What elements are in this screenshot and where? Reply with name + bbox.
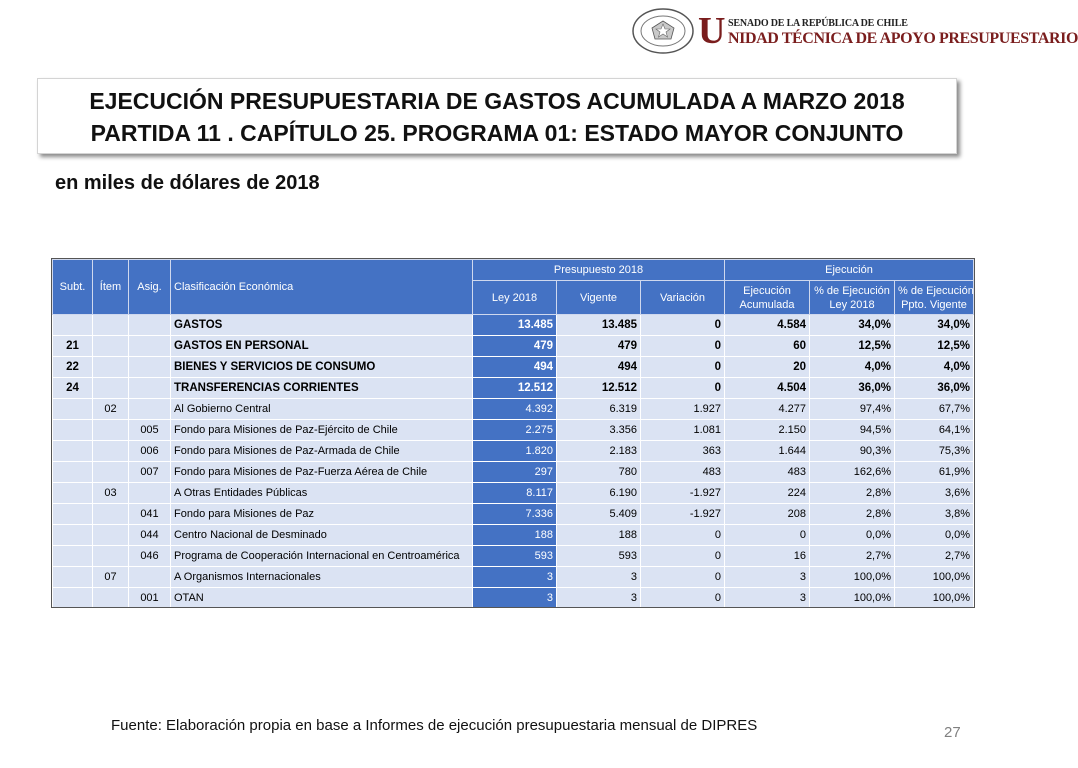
cell-subt	[53, 315, 93, 336]
cell-subt	[53, 546, 93, 567]
cell-name: Fondo para Misiones de Paz-Armada de Chile	[171, 441, 473, 462]
cell-name: Fondo para Misiones de Paz-Ejército de Chile	[171, 420, 473, 441]
cell-variacion: 0	[641, 378, 725, 399]
col-header-pct-vigente-l2: Ppto. Vigente	[901, 298, 967, 311]
cell-ley: 7.336	[473, 504, 557, 525]
cell-name: Al Gobierno Central	[171, 399, 473, 420]
cell-subt	[53, 399, 93, 420]
cell-pct-ley: 2,8%	[810, 504, 895, 525]
cell-vigente: 3.356	[557, 420, 641, 441]
cell-variacion: 0	[641, 336, 725, 357]
table-row	[53, 525, 974, 546]
cell-variacion: 363	[641, 441, 725, 462]
cell-pct-vig: 67,7%	[895, 399, 974, 420]
cell-variacion: 0	[641, 357, 725, 378]
cell-ejecucion: 2.150	[725, 420, 810, 441]
cell-subt: 24	[53, 378, 93, 399]
cell-variacion: 1.927	[641, 399, 725, 420]
col-header-clasificacion: Clasificación Económica	[171, 260, 473, 315]
cell-asig	[129, 483, 171, 504]
cell-ley: 2.275	[473, 420, 557, 441]
cell-vigente: 3	[557, 588, 641, 609]
col-header-asig: Asig.	[129, 260, 171, 315]
cell-ejecucion: 1.644	[725, 441, 810, 462]
col-header-ejec-acumulada-l1: Ejecución	[743, 284, 791, 297]
cell-subt	[53, 504, 93, 525]
col-header-pct-vigente	[895, 281, 974, 315]
cell-asig	[129, 399, 171, 420]
cell-asig	[129, 567, 171, 588]
table-row	[53, 315, 974, 336]
cell-subt	[53, 483, 93, 504]
cell-vigente: 2.183	[557, 441, 641, 462]
cell-vigente: 6.319	[557, 399, 641, 420]
cell-vigente: 3	[557, 567, 641, 588]
cell-pct-ley: 4,0%	[810, 357, 895, 378]
cell-pct-ley: 90,3%	[810, 441, 895, 462]
cell-ley: 188	[473, 525, 557, 546]
cell-vigente: 6.190	[557, 483, 641, 504]
cell-ley: 479	[473, 336, 557, 357]
cell-name: TRANSFERENCIAS CORRIENTES	[171, 378, 473, 399]
cell-pct-vig: 0,0%	[895, 525, 974, 546]
cell-asig	[129, 336, 171, 357]
col-header-item: Ítem	[93, 260, 129, 315]
cell-variacion: -1.927	[641, 504, 725, 525]
col-header-pct-ley-l2: Ley 2018	[829, 298, 875, 311]
cell-ejecucion: 3	[725, 588, 810, 609]
table-row	[53, 399, 974, 420]
group-header-ejecucion: Ejecución	[725, 260, 974, 281]
cell-subt: 21	[53, 336, 93, 357]
cell-name: OTAN	[171, 588, 473, 609]
cell-pct-vig: 36,0%	[895, 378, 974, 399]
cell-pct-ley: 97,4%	[810, 399, 895, 420]
cell-asig	[129, 315, 171, 336]
senate-seal-icon	[632, 8, 694, 54]
cell-pct-ley: 94,5%	[810, 420, 895, 441]
cell-pct-ley: 0,0%	[810, 525, 895, 546]
cell-item	[93, 420, 129, 441]
cell-pct-ley: 36,0%	[810, 378, 895, 399]
cell-asig	[129, 378, 171, 399]
cell-subt	[53, 525, 93, 546]
cell-asig: 001	[129, 588, 171, 609]
cell-ejecucion: 20	[725, 357, 810, 378]
cell-ejecucion: 4.277	[725, 399, 810, 420]
cell-pct-vig: 75,3%	[895, 441, 974, 462]
col-header-variacion: Variación	[641, 281, 725, 315]
cell-subt	[53, 588, 93, 609]
cell-subt	[53, 441, 93, 462]
cell-asig	[129, 357, 171, 378]
cell-asig: 046	[129, 546, 171, 567]
cell-pct-ley: 2,7%	[810, 546, 895, 567]
cell-variacion: 0	[641, 567, 725, 588]
col-header-ejec-acumulada	[725, 281, 810, 315]
logo-initial: U	[698, 10, 726, 52]
cell-ley: 494	[473, 357, 557, 378]
cell-item: 02	[93, 399, 129, 420]
cell-ley: 1.820	[473, 441, 557, 462]
cell-pct-vig: 100,0%	[895, 567, 974, 588]
cell-item: 03	[93, 483, 129, 504]
cell-item	[93, 546, 129, 567]
cell-ejecucion: 4.584	[725, 315, 810, 336]
slide-title-line-1: EJECUCIÓN PRESUPUESTARIA DE GASTOS ACUMULADA A MARZO 2018	[89, 88, 905, 114]
cell-pct-vig: 2,7%	[895, 546, 974, 567]
logo-senate-name: SENADO DE LA REPÚBLICA DE CHILE	[728, 18, 908, 29]
cell-name: A Otras Entidades Públicas	[171, 483, 473, 504]
cell-pct-vig: 12,5%	[895, 336, 974, 357]
cell-vigente: 780	[557, 462, 641, 483]
cell-vigente: 12.512	[557, 378, 641, 399]
cell-ley: 4.392	[473, 399, 557, 420]
cell-name: Centro Nacional de Desminado	[171, 525, 473, 546]
cell-ejecucion: 224	[725, 483, 810, 504]
col-header-pct-vigente-l1: % de Ejecución	[898, 284, 974, 297]
table-row	[53, 378, 974, 399]
units-subtitle: en miles de dólares de 2018	[55, 172, 320, 194]
cell-vigente: 494	[557, 357, 641, 378]
page-number: 27	[944, 724, 961, 741]
table-row	[53, 462, 974, 483]
cell-pct-vig: 4,0%	[895, 357, 974, 378]
cell-ejecucion: 60	[725, 336, 810, 357]
cell-vigente: 479	[557, 336, 641, 357]
cell-ejecucion: 208	[725, 504, 810, 525]
cell-pct-vig: 34,0%	[895, 315, 974, 336]
cell-pct-ley: 12,5%	[810, 336, 895, 357]
cell-pct-ley: 2,8%	[810, 483, 895, 504]
senate-logo	[632, 8, 1078, 58]
cell-subt	[53, 567, 93, 588]
cell-variacion: -1.927	[641, 483, 725, 504]
table-row	[53, 588, 974, 609]
slide-title-line-2: PARTIDA 11 . CAPÍTULO 25. PROGRAMA 01: ESTADO MAYOR CONJUNTO	[90, 120, 904, 146]
cell-variacion: 0	[641, 546, 725, 567]
table-row	[53, 336, 974, 357]
group-header-presupuesto: Presupuesto 2018	[473, 260, 725, 281]
cell-ejecucion: 4.504	[725, 378, 810, 399]
cell-item	[93, 525, 129, 546]
cell-item	[93, 462, 129, 483]
cell-vigente: 188	[557, 525, 641, 546]
cell-pct-vig: 61,9%	[895, 462, 974, 483]
cell-item	[93, 378, 129, 399]
cell-item	[93, 504, 129, 525]
cell-name: GASTOS	[171, 315, 473, 336]
logo-unit-name: NIDAD TÉCNICA DE APOYO PRESUPUESTARIO	[728, 30, 1078, 47]
cell-asig: 044	[129, 525, 171, 546]
cell-ley: 297	[473, 462, 557, 483]
cell-ley: 3	[473, 588, 557, 609]
cell-asig: 007	[129, 462, 171, 483]
cell-ley: 593	[473, 546, 557, 567]
cell-pct-vig: 100,0%	[895, 588, 974, 609]
budget-execution-table	[52, 259, 974, 609]
cell-variacion: 0	[641, 588, 725, 609]
cell-pct-vig: 3,6%	[895, 483, 974, 504]
cell-name: Fondo para Misiones de Paz-Fuerza Aérea de Chile	[171, 462, 473, 483]
cell-subt	[53, 462, 93, 483]
cell-name: BIENES Y SERVICIOS DE CONSUMO	[171, 357, 473, 378]
col-header-pct-ley	[810, 281, 895, 315]
col-header-pct-ley-l1: % de Ejecución	[814, 284, 890, 297]
cell-item	[93, 336, 129, 357]
cell-asig: 006	[129, 441, 171, 462]
table-row	[53, 357, 974, 378]
cell-variacion: 1.081	[641, 420, 725, 441]
slide-title-box	[37, 78, 957, 154]
col-header-ejec-acumulada-l2: Acumulada	[739, 298, 795, 311]
cell-pct-vig: 3,8%	[895, 504, 974, 525]
table-row	[53, 441, 974, 462]
cell-ejecucion: 0	[725, 525, 810, 546]
col-header-vigente: Vigente	[557, 281, 641, 315]
cell-asig: 041	[129, 504, 171, 525]
cell-ejecucion: 483	[725, 462, 810, 483]
cell-asig: 005	[129, 420, 171, 441]
cell-vigente: 5.409	[557, 504, 641, 525]
cell-ley: 8.117	[473, 483, 557, 504]
cell-name: GASTOS EN PERSONAL	[171, 336, 473, 357]
cell-variacion: 483	[641, 462, 725, 483]
cell-name: A Organismos Internacionales	[171, 567, 473, 588]
cell-name: Programa de Cooperación Internacional en Centroamérica	[171, 546, 473, 567]
table-row	[53, 420, 974, 441]
cell-variacion: 0	[641, 315, 725, 336]
cell-item: 07	[93, 567, 129, 588]
cell-pct-ley: 100,0%	[810, 567, 895, 588]
cell-vigente: 593	[557, 546, 641, 567]
cell-vigente: 13.485	[557, 315, 641, 336]
col-header-subt: Subt.	[53, 260, 93, 315]
cell-name: Fondo para Misiones de Paz	[171, 504, 473, 525]
col-header-ley: Ley 2018	[473, 281, 557, 315]
table-row	[53, 567, 974, 588]
cell-ejecucion: 16	[725, 546, 810, 567]
cell-pct-vig: 64,1%	[895, 420, 974, 441]
cell-ejecucion: 3	[725, 567, 810, 588]
cell-pct-ley: 162,6%	[810, 462, 895, 483]
cell-variacion: 0	[641, 525, 725, 546]
table-row	[53, 504, 974, 525]
cell-pct-ley: 100,0%	[810, 588, 895, 609]
cell-item	[93, 588, 129, 609]
cell-pct-ley: 34,0%	[810, 315, 895, 336]
cell-subt	[53, 420, 93, 441]
cell-ley: 13.485	[473, 315, 557, 336]
cell-subt: 22	[53, 357, 93, 378]
cell-ley: 3	[473, 567, 557, 588]
cell-item	[93, 357, 129, 378]
cell-item	[93, 441, 129, 462]
cell-ley: 12.512	[473, 378, 557, 399]
table-row	[53, 483, 974, 504]
source-note: Fuente: Elaboración propia en base a Informes de ejecución presupuestaria mensual de DIPRES	[111, 717, 758, 734]
table-row	[53, 546, 974, 567]
cell-item	[93, 315, 129, 336]
